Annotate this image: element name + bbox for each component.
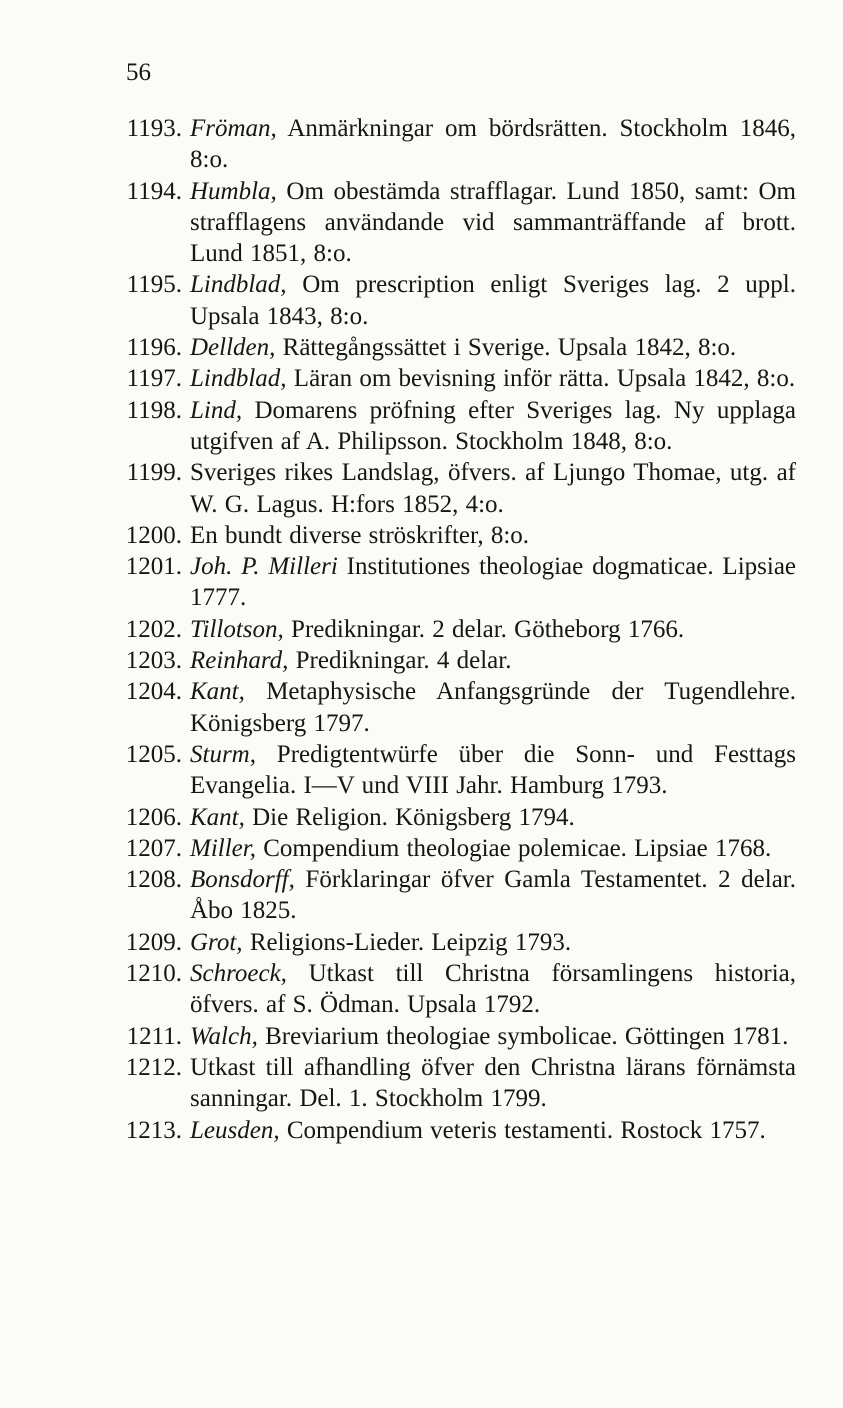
list-item (0, 645, 843, 676)
list-item (0, 332, 843, 363)
entry-number: 1198. (126, 396, 182, 424)
list-item (0, 864, 843, 927)
entry-title: Predikningar. 2 delar. Götheborg 1766. (291, 615, 685, 643)
entry-number: 1194. (126, 177, 182, 205)
list-item (0, 363, 843, 394)
entry-author: Grot, (190, 928, 243, 956)
entry-number: 1205. (125, 740, 182, 768)
entry-title: Compendium theologiae polemicae. Lipsiae 1768. (263, 834, 772, 862)
entry-text (190, 958, 796, 1021)
entry-number: 1203. (125, 647, 182, 675)
list-item (0, 457, 843, 520)
entry-number: 1206. (125, 803, 182, 831)
entry-text (190, 833, 796, 864)
entry-number: 1193. (126, 115, 182, 142)
entry-author: Dellden, (190, 334, 276, 362)
entry-number: 1212. (125, 1053, 182, 1081)
entry-title: Institutiones theologiae dogmaticae. Lipsiae 1777. (190, 553, 797, 612)
entry-text (190, 802, 796, 833)
entry-author: Lindblad, (190, 271, 287, 299)
entry-number: 1211. (126, 1022, 182, 1050)
list-item (0, 1021, 843, 1052)
entry-text (190, 113, 796, 176)
entry-title: Domarens pröfning efter Sveriges lag. Ny upplaga utgifven af A. Philipsson. Stockholm 1848, 8:o. (190, 396, 797, 455)
entry-text (190, 1021, 796, 1052)
entry-title: Utkast till afhandling öfver den Christna lärans förnämsta sanningar. Del. 1. Stockholm 1799. (190, 1053, 796, 1113)
list-item (0, 520, 843, 551)
entry-author: Fröman, (190, 115, 277, 142)
list-item (0, 269, 843, 332)
entry-text (190, 269, 796, 332)
entry-title: Predikningar. 4 delar. (295, 647, 512, 675)
entry-title: Utkast till Christna församlingens historia, öfvers. af S. Ödman. Upsala 1792. (190, 960, 796, 1019)
entry-title: Predigtentwürfe über die Sonn- und Festtags Evangelia. I—V und VIII Jahr. Hamburg 1793. (190, 740, 797, 800)
entry-text (190, 457, 796, 520)
entry-list (0, 113, 843, 1146)
entry-author: Humbla, (190, 177, 277, 205)
entry-text (190, 645, 796, 676)
entry-title: Anmärkningar om bördsrätten. Stockholm 1846, 8:o. (190, 115, 796, 174)
entry-title: Förklaringar öfver Gamla Testamentet. 2 delar. Åbo 1825. (190, 866, 797, 925)
entry-number: 1199. (126, 459, 182, 487)
entry-title: Religions-Lieder. Leipzig 1793. (249, 928, 572, 956)
entry-author: Leusden, (190, 1116, 280, 1144)
entry-number: 1208. (125, 866, 182, 894)
entry-number: 1213. (125, 1116, 182, 1144)
entry-text (190, 614, 796, 645)
entry-author: Lindblad, (190, 365, 287, 393)
entry-number: 1204. (125, 678, 182, 706)
entry-text (190, 551, 796, 614)
list-item (0, 833, 843, 864)
list-item (0, 113, 843, 176)
entry-title: Rättegångssättet i Sverige. Upsala 1842, 8:o. (282, 334, 737, 362)
entry-author: Kant, (190, 803, 245, 831)
entry-title: Die Religion. Königsberg 1794. (252, 803, 575, 831)
list-item (0, 395, 843, 458)
list-item (0, 739, 843, 802)
list-item (0, 927, 843, 958)
list-item (0, 958, 843, 1021)
entry-author: Kant, (190, 678, 245, 706)
page-number: 56 (126, 59, 151, 86)
list-item (0, 802, 843, 833)
list-item (0, 1115, 843, 1146)
entry-number: 1195. (126, 271, 182, 299)
entry-text (190, 927, 796, 958)
entry-author: Tillotson, (190, 615, 284, 643)
entry-text (190, 395, 796, 458)
entry-author: Schroeck, (190, 960, 287, 988)
list-item (0, 1052, 843, 1115)
entry-title: Om obestämda strafflagar. Lund 1850, samt: Om strafflagens användande vid sammanträffande af brott. Lund 1851, 8:o. (190, 177, 797, 268)
entry-number: 1200. (125, 521, 182, 549)
entry-author: Bonsdorff, (190, 866, 295, 894)
entry-number: 1209. (125, 928, 182, 956)
entry-author: Sturm, (190, 740, 256, 768)
entry-text (190, 1115, 796, 1146)
entry-title: Läran om bevisning inför rätta. Upsala 1842, 8:o. (293, 365, 796, 393)
list-item (0, 676, 843, 739)
list-item (0, 551, 843, 614)
entry-author: Walch, (190, 1022, 258, 1050)
entry-author: Lind, (190, 396, 243, 424)
entry-text (190, 363, 796, 394)
entry-author: Joh. P. Milleri (190, 553, 338, 581)
entry-text (190, 739, 796, 802)
entry-number: 1201. (125, 553, 182, 581)
entry-author: Miller, (190, 834, 256, 862)
entry-number: 1197. (126, 365, 182, 393)
list-item (0, 176, 843, 270)
entry-number: 1202. (125, 615, 182, 643)
entry-title: Om prescription enligt Sveriges lag. 2 uppl. Upsala 1843, 8:o. (190, 271, 797, 330)
entry-text (190, 176, 796, 270)
list-item (0, 614, 843, 645)
entry-title: Sveriges rikes Landslag, öfvers. af Ljungo Thomae, utg. af W. G. Lagus. H:fors 1852, 4:o. (190, 459, 796, 518)
entry-title: Metaphysische Anfangsgründe der Tugendlehre. Königsberg 1797. (190, 678, 796, 737)
entry-text (190, 332, 796, 363)
entry-title: Compendium veteris testamenti. Rostock 1757. (286, 1116, 766, 1144)
entry-number: 1196. (126, 334, 182, 362)
entry-text (190, 864, 796, 927)
entry-author: Reinhard, (190, 647, 289, 675)
entry-title: En bundt diverse ströskrifter, 8:o. (190, 521, 530, 549)
entry-text (190, 1052, 796, 1115)
entry-number: 1210. (125, 960, 182, 988)
entry-text (190, 520, 796, 551)
entry-number: 1207. (125, 834, 182, 862)
entry-title: Breviarium theologiae symbolicae. Göttingen 1781. (265, 1022, 789, 1050)
entry-text (190, 676, 796, 739)
